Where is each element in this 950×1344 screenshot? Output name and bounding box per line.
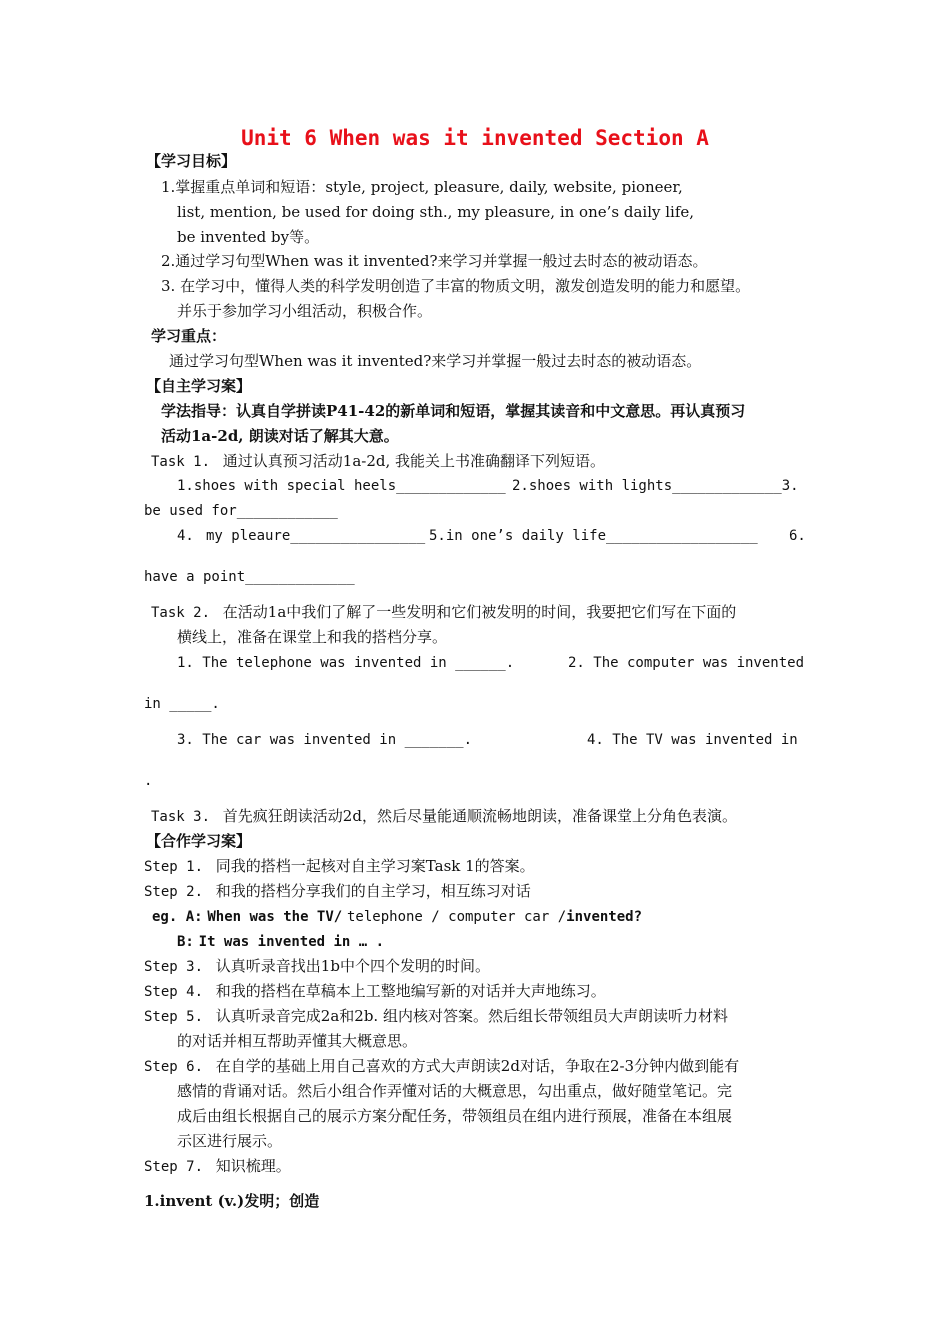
example-a-question: When was the TV/ bbox=[207, 909, 343, 925]
example-a bbox=[152, 906, 642, 927]
task2-question-2[interactable]: 2. The computer was invented bbox=[568, 655, 805, 671]
focus-heading: 学习重点： bbox=[151, 327, 227, 345]
task2-text-a: 在活动1a中我们了解了一些发明和它们被发明的时间，我要把它们写在下面的 bbox=[222, 603, 737, 621]
task2-question-3[interactable]: 3. The car was invented in _______. bbox=[177, 732, 473, 748]
example-a-label: eg. A: bbox=[152, 909, 203, 925]
task2-question-4-cont: . bbox=[144, 773, 153, 789]
step-1-label: Step 1. bbox=[144, 859, 204, 875]
step-5-text-a: 认真听录音完成2a和2b. 组内核对答案。然后组长带领组员大声朗读听力材料 bbox=[215, 1007, 728, 1025]
task1-phrase-3[interactable]: be used for____________ bbox=[144, 503, 338, 519]
step-6-text-d: 示区进行展示。 bbox=[177, 1132, 283, 1150]
task1-phrase-4-number: 4. bbox=[177, 528, 194, 544]
objective-2: 2.通过学习句型When was it invented?来学习并掌握一般过去时态的被动语态。 bbox=[161, 252, 708, 270]
knowledge-item-1: 1.invent (v.)发明；创造 bbox=[144, 1192, 320, 1210]
task1-label: Task 1. bbox=[151, 454, 211, 470]
task1 bbox=[151, 451, 605, 472]
task1-phrase-5[interactable]: 5.in one’s daily life__________________ bbox=[429, 528, 758, 544]
study-guide-b: 活动1a-2d, 朗读对话了解其大意。 bbox=[161, 427, 399, 445]
step-4 bbox=[144, 981, 606, 1002]
step-4-text: 和我的搭档在草稿本上工整地编写新的对话并大声地练习。 bbox=[215, 982, 606, 1000]
step-7-label: Step 7. bbox=[144, 1159, 204, 1175]
step-6-text-a: 在自学的基础上用自己喜欢的方式大声朗读2d对话，争取在2-3分钟内做到能有 bbox=[215, 1057, 740, 1075]
example-a-options: telephone / computer car / bbox=[347, 909, 567, 925]
task1-phrase-4[interactable]: my pleaure________________ bbox=[206, 528, 426, 544]
self-study-heading: 【自主学习案】 bbox=[146, 377, 252, 395]
cooperative-heading: 【合作学习案】 bbox=[146, 832, 252, 850]
task2-question-2-cont[interactable]: in _____. bbox=[144, 696, 220, 712]
objective-1c: be invented by等。 bbox=[177, 228, 320, 246]
step-6-label: Step 6. bbox=[144, 1059, 204, 1075]
task1-phrase-6-number: 6. bbox=[789, 528, 806, 544]
step-5-label: Step 5. bbox=[144, 1009, 204, 1025]
example-a-end: invented? bbox=[566, 909, 643, 925]
task2-label: Task 2. bbox=[151, 605, 211, 621]
step-7 bbox=[144, 1156, 291, 1177]
step-1 bbox=[144, 856, 535, 877]
step-3-text: 认真听录音找出1b中个四个发明的时间。 bbox=[215, 957, 490, 975]
step-6 bbox=[144, 1056, 739, 1077]
task3-text: 首先疯狂朗读活动2d，然后尽量能通顺流畅地朗读，准备课堂上分角色表演。 bbox=[222, 807, 737, 825]
task2-question-1[interactable]: 1. The telephone was invented in ______. bbox=[177, 655, 515, 671]
step-3-label: Step 3. bbox=[144, 959, 204, 975]
task3-label: Task 3. bbox=[151, 809, 211, 825]
step-2-label: Step 2. bbox=[144, 884, 204, 900]
task1-text: 通过认真预习活动1a-2d, 我能关上书准确翻译下列短语。 bbox=[222, 452, 606, 470]
step-2 bbox=[144, 881, 531, 902]
task3 bbox=[151, 806, 737, 827]
step-2-text: 和我的搭档分享我们的自主学习，相互练习对话 bbox=[215, 882, 531, 900]
task1-phrase-2[interactable]: 2.shoes with lights_____________3. bbox=[512, 478, 799, 494]
task2-question-4[interactable]: 4. The TV was invented in bbox=[587, 732, 798, 748]
step-5-text-b: 的对话并相互帮助弄懂其大概意思。 bbox=[177, 1032, 418, 1050]
step-6-text-b: 感情的背诵对话。然后小组合作弄懂对话的大概意思，勾出重点，做好随堂笔记。完 bbox=[177, 1082, 733, 1100]
task2 bbox=[151, 602, 736, 623]
page-title: Unit 6 When was it invented Section A bbox=[241, 126, 709, 150]
task1-phrase-1[interactable]: 1.shoes with special heels_____________ bbox=[177, 478, 506, 494]
step-4-label: Step 4. bbox=[144, 984, 204, 1000]
example-b-label: B: bbox=[177, 934, 194, 950]
example-b bbox=[177, 931, 384, 952]
step-7-text: 知识梳理。 bbox=[215, 1157, 291, 1175]
focus-text: 通过学习句型When was it invented?来学习并掌握一般过去时态的被动语态。 bbox=[169, 352, 702, 370]
step-1-text: 同我的搭档一起核对自主学习案Task 1的答案。 bbox=[215, 857, 535, 875]
example-b-text: It was invented in … . bbox=[198, 934, 385, 950]
objectives-heading: 【学习目标】 bbox=[146, 152, 237, 170]
objective-3a: 3. 在学习中，懂得人类的科学发明创造了丰富的物质文明，激发创造发明的能力和愿望。 bbox=[161, 277, 751, 295]
study-guide-a: 学法指导：认真自学拼读P41-42的新单词和短语，掌握其读音和中文意思。再认真预习 bbox=[161, 402, 746, 420]
step-5 bbox=[144, 1006, 728, 1027]
objective-1a: 1.掌握重点单词和短语：style, project, pleasure, daily, website, pioneer, bbox=[161, 178, 683, 196]
task2-text-b: 横线上，准备在课堂上和我的搭档分享。 bbox=[177, 628, 448, 646]
objective-3b: 并乐于参加学习小组活动，积极合作。 bbox=[177, 302, 433, 320]
step-6-text-c: 成后由组长根据自己的展示方案分配任务，带领组员在组内进行预展，准备在本组展 bbox=[177, 1107, 733, 1125]
task1-phrase-6[interactable]: have a point_____________ bbox=[144, 569, 355, 585]
step-3 bbox=[144, 956, 490, 977]
objective-1b: list, mention, be used for doing sth., my pleasure, in one’s daily life, bbox=[177, 203, 695, 221]
